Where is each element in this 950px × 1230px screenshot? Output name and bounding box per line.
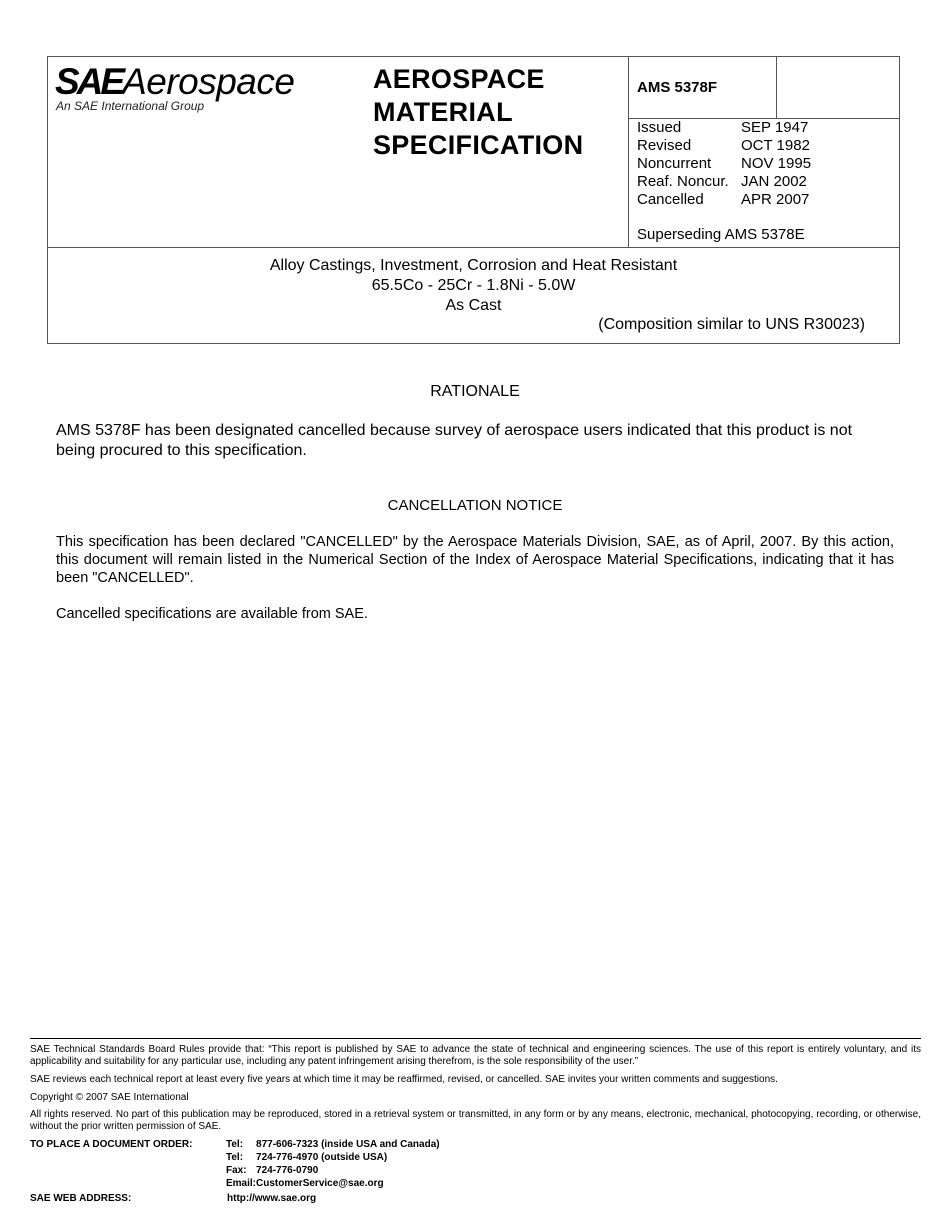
date-label: Reaf. Noncur. — [637, 173, 729, 190]
date-row — [637, 191, 811, 209]
date-row — [637, 119, 811, 137]
title-line: 65.5Co - 25Cr - 1.8Ni - 5.0W — [371, 277, 576, 294]
date-value: APR 2007 — [741, 191, 810, 208]
logo-tagline: An SAE International Group — [56, 99, 205, 113]
date-value: SEP 1947 — [741, 119, 809, 136]
date-row — [637, 155, 811, 173]
date-value: NOV 1995 — [741, 155, 812, 172]
date-label: Revised — [637, 137, 692, 154]
header-divider — [48, 247, 899, 248]
contact-row — [226, 1138, 440, 1151]
footer-copyright: Copyright © 2007 SAE International — [30, 1092, 189, 1103]
spec-header-box — [47, 56, 900, 344]
title-line: Alloy Castings, Investment, Corrosion and Heat Resistant — [269, 257, 678, 274]
rationale-heading: RATIONALE — [430, 383, 520, 400]
contact-row — [226, 1164, 440, 1177]
superseding-note: Superseding AMS 5378E — [637, 226, 805, 243]
logo-sae-mark: SAE — [55, 61, 123, 102]
date-row — [637, 173, 811, 191]
contact-key: Tel: — [226, 1139, 244, 1150]
web-address-label: SAE WEB ADDRESS: — [30, 1193, 132, 1204]
composition-note: (Composition similar to UNS R30023) — [598, 316, 865, 333]
footer-rights-text: All rights reserved. No part of this publication may be reproduced, stored in a retrieval system or transmitted, in any form or by any means, electronic, mechanical, photocopying, recording, or otherwise, without the prior written permission of SAE. — [30, 1109, 921, 1132]
order-contacts — [226, 1138, 440, 1190]
rationale-text: AMS 5378F has been designated cancelled because survey of aerospace users indicated that this product is not being procured to this specification. — [56, 422, 853, 459]
footer-review-text: SAE reviews each technical report at least every five years at which time it may be reaffirmed, revised, or cancelled. SAE invites your written comments and suggestions. — [30, 1074, 778, 1085]
web-address-link[interactable]: http://www.sae.org — [227, 1193, 317, 1204]
cancellation-heading: CANCELLATION NOTICE — [387, 497, 563, 514]
contact-key: Fax: — [226, 1165, 247, 1176]
date-row — [637, 137, 811, 155]
date-label: Noncurrent — [637, 155, 712, 172]
date-value: JAN 2002 — [741, 173, 807, 190]
sae-aerospace-logo — [55, 63, 294, 113]
contact-key: Email: — [226, 1178, 257, 1189]
revision-dates — [637, 119, 811, 209]
footer-rules-text: SAE Technical Standards Board Rules provide that: “This report is published by SAE to advance the state of technical and engineering sciences. The use of this report is entirely voluntary, and its applicability and suitability for any particular use, including any patent infringement arising therefrom, is the sole responsibility of the user.” — [30, 1044, 921, 1067]
email-link[interactable]: CustomerService@sae.org — [256, 1178, 384, 1189]
title-line: As Cast — [445, 297, 502, 314]
contact-value: 724-776-4970 (outside USA) — [256, 1152, 388, 1163]
contact-row — [226, 1151, 440, 1164]
cancellation-text: This specification has been declared "CANCELLED" by the Aerospace Materials Division, SAE, as of April, 2007. By this action, this document will remain listed in the Numerical Section of the Index of Aerospace Material Specifications, indicating that it has been "CANCELLED". — [56, 534, 894, 586]
ams-number: AMS 5378F — [637, 79, 718, 96]
doc-type-line: SPECIFICATION — [373, 130, 584, 160]
doc-type-line: MATERIAL — [373, 97, 513, 127]
ams-number-cell-divider — [776, 57, 777, 118]
contact-value: 724-776-0790 — [256, 1165, 319, 1176]
doc-type-line: AEROSPACE — [373, 64, 545, 94]
header-column-divider — [628, 57, 629, 247]
order-label: TO PLACE A DOCUMENT ORDER: — [30, 1139, 193, 1150]
date-label: Cancelled — [637, 191, 704, 208]
cancellation-availability: Cancelled specifications are available from SAE. — [56, 606, 368, 622]
date-label: Issued — [637, 119, 682, 136]
contact-key: Tel: — [226, 1152, 244, 1163]
document-type-title — [373, 63, 583, 162]
date-value: OCT 1982 — [741, 137, 810, 154]
logo-aerospace-word: Aerospace — [122, 61, 295, 102]
contact-value: 877-606-7323 (inside USA and Canada) — [256, 1139, 440, 1150]
contact-row — [226, 1177, 440, 1190]
footer-divider — [30, 1038, 921, 1039]
specification-title — [48, 256, 899, 316]
